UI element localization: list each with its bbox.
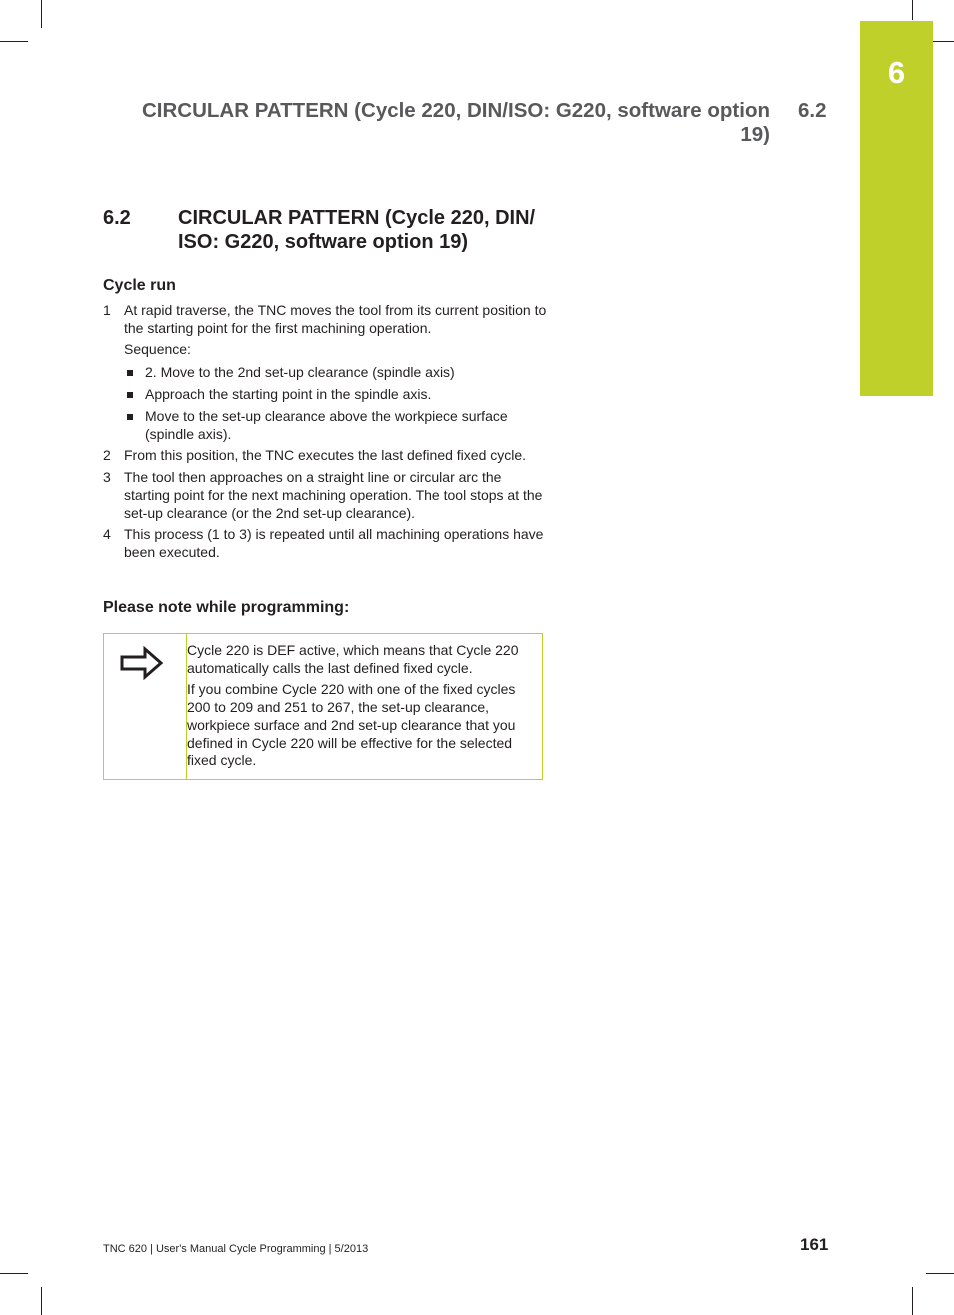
list-item [103, 469, 548, 522]
crop-mark [912, 1287, 913, 1315]
crop-mark [912, 0, 913, 20]
bullet-item [124, 386, 548, 404]
sequence-label: Sequence: [124, 341, 191, 358]
step-number: 2 [103, 447, 111, 464]
programming-notes-heading: Please note while programming: [103, 599, 350, 616]
arrow-right-icon [119, 645, 165, 681]
running-header-title: CIRCULAR PATTERN (Cycle 220, DIN/ISO: G220, software option 19) [141, 99, 770, 146]
note-paragraph: Cycle 220 is DEF active, which means that Cycle 220 automatically calls the last defined fixed cycle. [187, 642, 519, 676]
bullet-square-icon [127, 392, 133, 398]
list-item [103, 526, 548, 561]
chapter-number: 6 [887, 55, 906, 90]
section-number: 6.2 [103, 207, 131, 229]
note-text [187, 642, 537, 774]
step-number: 3 [103, 469, 111, 486]
crop-mark [41, 1287, 42, 1315]
crop-mark [926, 1273, 954, 1274]
list-item [103, 447, 548, 465]
bullet-text: 2. Move to the 2nd set-up clearance (spindle axis) [145, 363, 455, 380]
list-item [103, 302, 548, 443]
page-footer: TNC 620 | User's Manual Cycle Programming | 5/2013 [103, 1243, 369, 1255]
note-paragraph: If you combine Cycle 220 with one of the fixed cycles 200 to 209 and 251 to 267, the set-up clearance, workpiece surface and 2nd set-up clearance that you defined in Cycle 220 will be effective for the selected fixed cycle. [187, 681, 516, 769]
bullet-text: Approach the starting point in the spindle axis. [145, 385, 432, 402]
crop-mark [41, 0, 42, 28]
note-box [103, 633, 543, 780]
bullet-square-icon [127, 414, 133, 420]
chapter-tab [860, 21, 933, 396]
page-number: 161 [800, 1235, 829, 1254]
cycle-run-heading: Cycle run [103, 277, 176, 294]
bullet-item [124, 408, 548, 443]
bullet-square-icon [127, 370, 133, 376]
section-title: CIRCULAR PATTERN (Cycle 220, DIN/ ISO: G220, software option 19) [178, 207, 536, 253]
step-text: From this position, the TNC executes the last defined fixed cycle. [124, 447, 527, 464]
crop-mark [0, 1273, 28, 1274]
bullet-text: Move to the set-up clearance above the workpiece surface (spindle axis). [145, 408, 508, 442]
running-header-section-number: 6.2 [798, 99, 827, 122]
step-text: The tool then approaches on a straight line or circular arc the starting point for the next machining operation. The tool stops at the set-up clearance (or the 2nd set-up clearance). [124, 469, 543, 521]
crop-mark [0, 41, 28, 42]
cycle-run-steps [103, 302, 548, 566]
step-text: At rapid traverse, the TNC moves the tool from its current position to the starting point for the first machining operation. [124, 302, 547, 336]
step-number: 1 [103, 302, 111, 318]
step-text: This process (1 to 3) is repeated until all machining operations have been executed. [124, 526, 544, 560]
step-number: 4 [103, 526, 111, 543]
bullet-item [124, 364, 548, 382]
